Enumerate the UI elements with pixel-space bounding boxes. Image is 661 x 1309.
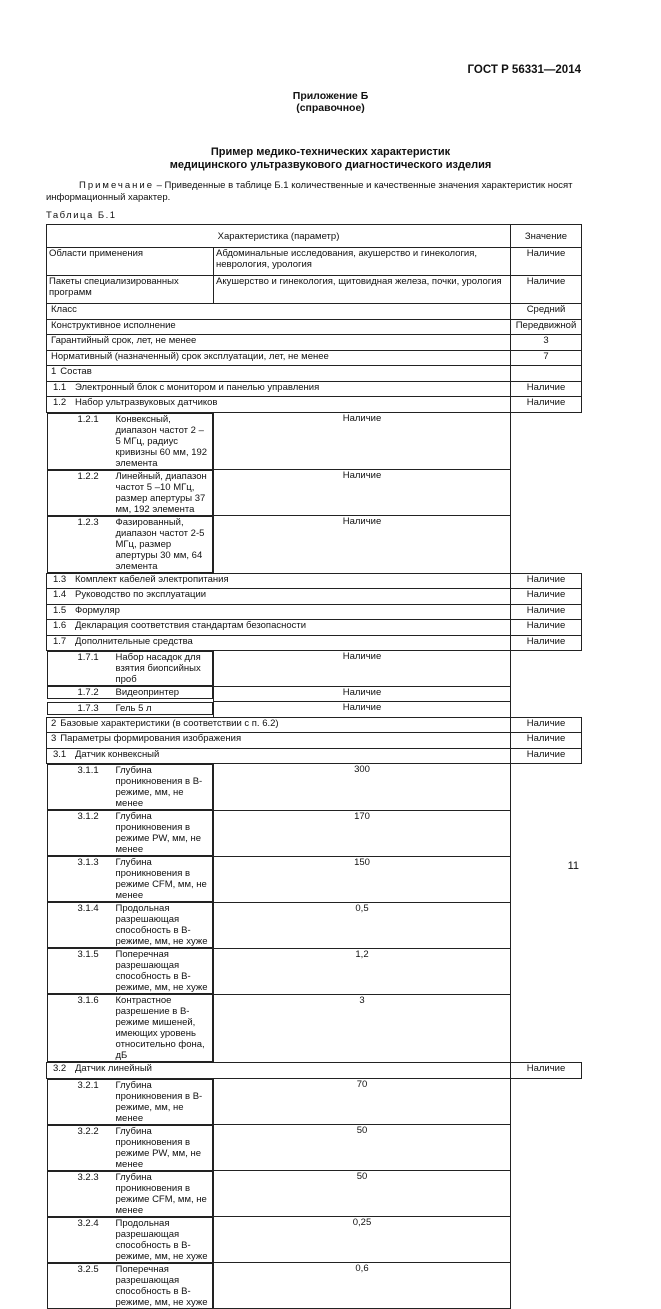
table-row	[47, 335, 582, 351]
row-characteristic	[47, 304, 511, 320]
row-number: 3.1.4	[77, 903, 99, 914]
row-value: Наличие	[511, 635, 582, 651]
row-characteristic	[47, 1125, 214, 1171]
row-text: Глубина проникновения в В-режиме, мм, не менее	[115, 1079, 203, 1124]
table-row	[47, 350, 582, 366]
page-title	[0, 146, 661, 172]
row-value: 3	[511, 335, 582, 351]
header-value: Значение	[511, 225, 582, 248]
row-value: Наличие	[511, 381, 582, 397]
row-value: Наличие	[511, 748, 582, 764]
annex-title: Приложение Б	[292, 90, 369, 102]
table-row	[47, 366, 582, 382]
row-characteristic	[47, 733, 511, 749]
row-value: 3	[214, 994, 511, 1063]
row-number: 1.7.1	[77, 652, 99, 663]
row-value: Передвижной	[511, 319, 582, 335]
row-number: 1.6	[53, 620, 67, 631]
row-text: Поперечная разрешающая способность в В-режиме, мм, не хуже	[115, 949, 208, 993]
row-number: 3.2.1	[77, 1079, 99, 1091]
header-param: Характеристика (параметр)	[47, 225, 511, 248]
row-text: Гарантийный срок, лет, не менее	[51, 335, 197, 346]
row-value: Наличие	[214, 702, 511, 718]
row-characteristic	[47, 717, 511, 733]
row-number: 1.2.3	[77, 516, 99, 528]
row-text: Нормативный (назначенный) срок эксплуатации, лет, не менее	[51, 350, 329, 362]
table-row	[47, 276, 582, 304]
row-value: Наличие	[511, 733, 582, 749]
row-characteristic	[47, 573, 511, 589]
row-value: Средний	[511, 304, 582, 320]
row-number: 3.2.3	[77, 1171, 99, 1183]
row-characteristic	[47, 856, 214, 902]
annex-subtitle: (справочное)	[296, 102, 365, 114]
row-value: Наличие	[511, 1063, 582, 1079]
row-characteristic	[47, 902, 214, 948]
table-row	[47, 470, 582, 516]
table-row	[47, 516, 582, 574]
row-value: Наличие	[511, 620, 582, 636]
table-row	[47, 573, 582, 589]
annex-heading	[0, 90, 661, 114]
page-title-line-2: медицинского ультразвукового диагностического изделия	[169, 159, 492, 171]
row-value: Наличие	[214, 516, 511, 574]
row-text: Комплект кабелей электропитания	[75, 573, 229, 585]
row-number: 1.4	[53, 589, 67, 600]
table-row	[47, 1063, 582, 1079]
row-value: Наличие	[511, 589, 582, 605]
row-label: Пакеты специализированных программ	[47, 276, 214, 304]
row-value: 70	[214, 1078, 511, 1125]
row-characteristic	[47, 1217, 214, 1263]
row-text: Фазированный, диапазон частот 2-5 МГц, размер апертуры 30 мм, 64 элемента	[115, 516, 205, 572]
row-characteristic	[47, 319, 511, 335]
row-number: 3.1.3	[77, 857, 99, 868]
row-number: 2	[51, 717, 57, 729]
table-row	[47, 1078, 582, 1125]
row-text: Состав	[60, 366, 92, 377]
row-characteristic	[47, 1079, 214, 1125]
row-text: Набор ультразвуковых датчиков	[75, 397, 218, 408]
table-row	[47, 686, 582, 702]
row-number: 3.1.5	[77, 949, 99, 960]
row-text: Базовые характеристики (в соответствии с п. 6.2)	[60, 717, 279, 729]
row-characteristic	[47, 1063, 511, 1079]
row-text: Глубина проникновения в режиме PW, мм, не менее	[115, 1125, 202, 1170]
row-value: Наличие	[214, 686, 511, 702]
table-row	[47, 994, 582, 1063]
row-text: Конвексный, диапазон частот 2 – 5 МГц, радиус кривизны 60 мм, 192 элемента	[115, 413, 208, 469]
row-characteristic	[47, 635, 511, 651]
row-value: Наличие	[511, 573, 582, 589]
row-characteristic	[47, 764, 214, 810]
row-number: 3.2.4	[77, 1217, 99, 1229]
row-value: Наличие	[511, 717, 582, 733]
row-value: 150	[214, 856, 511, 902]
row-number: 1	[51, 366, 57, 377]
row-value: Наличие	[511, 248, 582, 276]
page-title-line-1: Пример медико-технических характеристик	[210, 146, 451, 158]
table-row	[47, 1125, 582, 1171]
row-number: 1.2.1	[77, 413, 99, 425]
row-text: Класс	[51, 304, 77, 315]
row-number: 1.2.2	[77, 470, 99, 482]
row-number: 3.1.2	[77, 811, 99, 822]
row-text: Контрастное разрешение в В-режиме мишеней, имеющих уровень относительно фона, дБ	[115, 995, 205, 1061]
table-row	[47, 635, 582, 651]
row-value: Наличие	[511, 604, 582, 620]
note-text: – Приведенные в таблице Б.1 количественные и качественные значения характеристик носят информационный характер.	[46, 180, 573, 203]
row-characteristic	[47, 366, 511, 382]
row-text: Глубина проникновения в режиме CFM, мм, не менее	[115, 857, 207, 901]
table-row	[47, 651, 582, 687]
row-number: 1.5	[53, 604, 67, 616]
row-label: Области применения	[47, 248, 214, 276]
row-text: Поперечная разрешающая способность в В-режиме, мм, не хуже	[115, 1263, 208, 1308]
table-caption: Таблица Б.1	[46, 210, 117, 221]
row-characteristic	[47, 604, 511, 620]
row-value: Наличие	[214, 651, 511, 687]
row-text: Глубина проникновения в режиме PW, мм, не менее	[115, 811, 202, 855]
row-characteristic	[47, 810, 214, 856]
row-number: 3.2	[53, 1063, 67, 1074]
table-row	[47, 948, 582, 994]
row-description: Абдоминальные исследования, акушерство и гинекология, неврология, урология	[214, 248, 511, 276]
row-characteristic	[47, 994, 214, 1062]
row-description: Акушерство и гинекология, щитовидная железа, почки, урология	[214, 276, 511, 304]
row-characteristic	[47, 620, 511, 636]
row-number: 3.1.6	[77, 995, 99, 1006]
table-row	[47, 397, 582, 413]
table-row	[47, 856, 582, 902]
table-row	[47, 733, 582, 749]
row-value: 0,5	[214, 902, 511, 948]
table-row	[47, 748, 582, 764]
row-characteristic	[47, 335, 511, 351]
row-value: 50	[214, 1171, 511, 1217]
row-characteristic	[47, 948, 214, 994]
table-row	[47, 1171, 582, 1217]
row-number: 1.7	[53, 635, 67, 647]
row-text: Электронный блок с монитором и панелью управления	[75, 381, 320, 393]
row-value: 0,6	[214, 1263, 511, 1309]
row-text: Гель 5 л	[115, 702, 152, 714]
table-header-row	[47, 225, 582, 248]
row-value: 1,2	[214, 948, 511, 994]
row-text: Формуляр	[75, 604, 120, 616]
row-characteristic	[47, 350, 511, 366]
row-number: 3.1.1	[77, 765, 99, 776]
row-number: 1.7.3	[77, 702, 99, 714]
row-number: 3.2.2	[77, 1125, 99, 1137]
characteristics-table	[46, 224, 582, 1309]
row-number: 3	[51, 733, 57, 744]
row-characteristic	[47, 651, 214, 686]
table-row	[47, 248, 582, 276]
table-row	[47, 589, 582, 605]
note-paragraph	[46, 180, 580, 204]
standard-number: ГОСТ Р 56331—2014	[467, 64, 581, 76]
row-characteristic	[47, 470, 214, 516]
row-value: 50	[214, 1125, 511, 1171]
row-characteristic	[47, 702, 214, 715]
table-row	[47, 319, 582, 335]
row-text: Набор насадок для взятия биопсийных проб	[115, 652, 201, 685]
row-text: Параметры формирования изображения	[60, 733, 242, 744]
row-number: 3.2.5	[77, 1263, 99, 1275]
table-row	[47, 412, 582, 470]
row-text: Продольная разрешающая способность в В-режиме, мм, не хуже	[115, 1217, 208, 1262]
row-characteristic	[47, 381, 511, 397]
table-row	[47, 304, 582, 320]
row-number: 1.1	[53, 381, 67, 393]
table-row	[47, 702, 582, 718]
row-characteristic	[47, 413, 214, 470]
row-number: 1.3	[53, 573, 67, 585]
table-row	[47, 1263, 582, 1309]
row-number: 1.7.2	[77, 687, 99, 698]
row-number: 3.1	[53, 748, 67, 760]
row-text: Руководство по эксплуатации	[75, 589, 207, 600]
row-text: Глубина проникновения в В-режиме, мм, не менее	[115, 765, 203, 809]
table-row	[47, 902, 582, 948]
row-characteristic	[47, 686, 214, 699]
row-characteristic	[47, 397, 511, 413]
row-value: 0,25	[214, 1217, 511, 1263]
note-label: Примечание	[79, 180, 154, 191]
page-number: 11	[567, 860, 579, 872]
row-text: Декларация соответствия стандартам безопасности	[75, 620, 307, 631]
row-number: 1.2	[53, 397, 67, 408]
table-row	[47, 604, 582, 620]
row-characteristic	[47, 1171, 214, 1217]
row-value: 300	[214, 764, 511, 811]
table-row	[47, 764, 582, 811]
row-value: Наличие	[214, 412, 511, 470]
row-characteristic	[47, 748, 511, 764]
row-text: Датчик линейный	[75, 1063, 152, 1074]
row-characteristic	[47, 1263, 214, 1309]
table-row	[47, 620, 582, 636]
row-value: Наличие	[511, 276, 582, 304]
table-row	[47, 381, 582, 397]
row-value: Наличие	[511, 397, 582, 413]
row-value: 7	[511, 350, 582, 366]
row-text: Видеопринтер	[115, 687, 180, 698]
row-value	[511, 366, 582, 382]
row-characteristic	[47, 589, 511, 605]
row-text: Датчик конвексный	[75, 748, 160, 760]
row-value: Наличие	[214, 470, 511, 516]
row-value: 170	[214, 810, 511, 856]
row-characteristic	[47, 516, 214, 573]
table-row	[47, 810, 582, 856]
row-text: Глубина проникновения в режиме CFM, мм, не менее	[115, 1171, 207, 1216]
table-row	[47, 1217, 582, 1263]
row-text: Линейный, диапазон частот 5 –10 МГц, размер апертуры 37 мм, 192 элемента	[115, 470, 207, 515]
row-text: Конструктивное исполнение	[51, 319, 176, 331]
row-text: Продольная разрешающая способность в В-режиме, мм, не хуже	[115, 903, 208, 947]
table-row	[47, 717, 582, 733]
row-text: Дополнительные средства	[75, 635, 193, 647]
